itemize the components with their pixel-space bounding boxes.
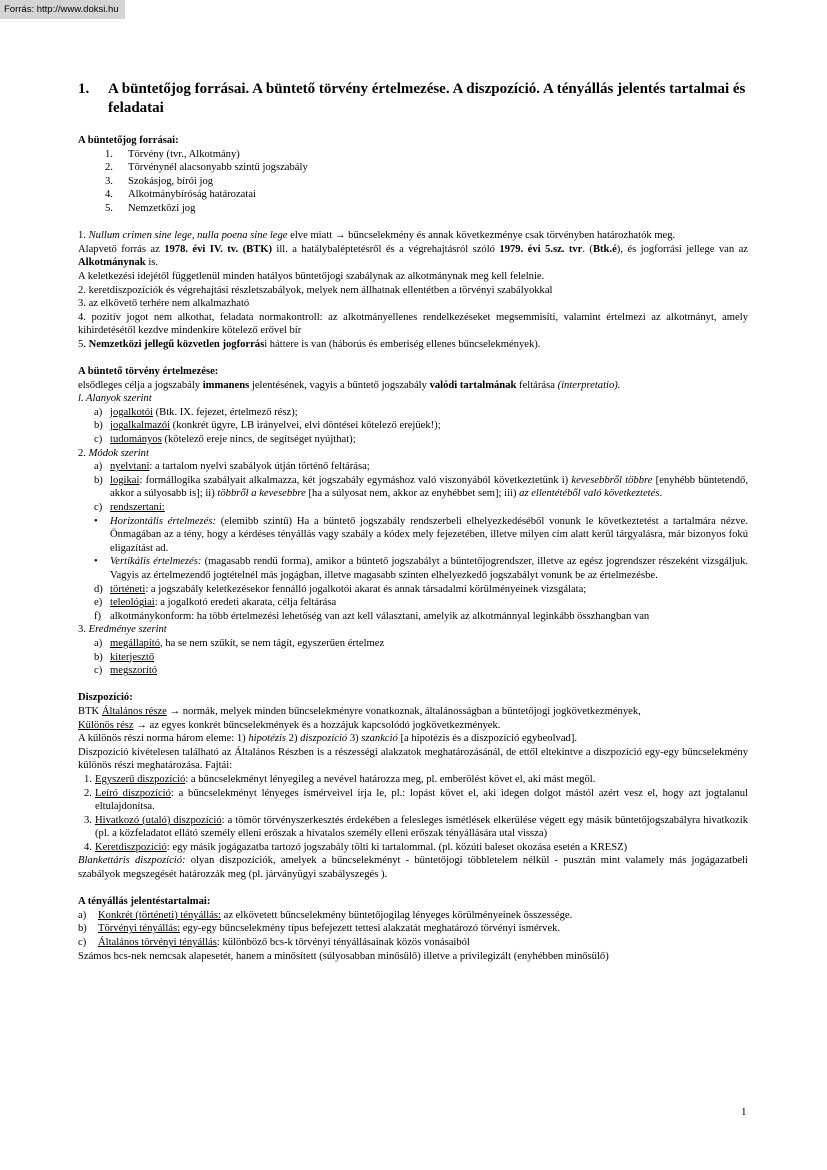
paragraph: A különös részi norma három eleme: 1) hipotézis 2) diszpozíció 3) szankció [a hipotézis és a diszpozíció egybeolvad]. [78,733,577,745]
list-item: 5. Nemzetközi jog [105,202,196,214]
paragraph: Alapvető forrás az 1978. évi IV. tv. (BTK) ill. a hatálybaléptetésről és a végrehajtásról szóló 1979. évi 5.sz. tvr. (Btk.é), és jogforrási jellege van az Alkotmánynak is. [78,243,748,269]
subheading: 2. Módok szerint [78,447,149,459]
list-item: b) Törvényi tényállás: egy-egy bűncselekmény típus befejezett tettesi alakzatát meghatározó törvényi ismérvek. [78,923,561,935]
paragraph: 2. keretdiszpozíciók és végrehajtási részletszabályok, melyek nem állhatnak ellentétben a törvényi szabályokkal [78,284,553,296]
paragraph: Különös rész → az egyes konkrét bűncselekmények és a hozzájuk kapcsolódó jogkövetkezmények. [78,719,501,731]
list-item: 3. Hivatkozó (utaló) diszpozíció: a tömör törvényszerkesztés érdekében a felesleges ismétlések elkerülése végett egy másik büntetőjogszabályra hivatkozik (pl. a közfeladatot ellátó személy elleni erőszak a hivatalos személy elleni erőszak tényállására utal vissza) [84,814,748,840]
paragraph: 5. Nemzetközi jellegű közvetlen jogforrási háttere is van (háborús és emberiség ellenes bűncselekmények). [78,338,541,350]
list-item: b) kiterjesztő [94,651,155,663]
paragraph: BTK Általános része → normák, melyek minden bűncselekményre vonatkoznak, általánosságban a büntetőjogi jogkövetkezmények, [78,705,641,717]
list-item: c) Általános törvényi tényállás: különböző bcs-k törvényi tényállásainak közös vonásaiból [78,937,470,949]
paragraph: Diszpozíció kivételesen található az Általános Részben is a részességi alakzatok meghatározásánál, de ettől eltekintve a diszpozíció egy-egy bűncselekmény különös részi meghatározása. Fajtái: [78,746,748,772]
paragraph: 4. pozitív jogot nem alkothat, feladata normakontroll: az alkotmányellenes rendelkezéseket megsemmisíti, valamint értelmezi az alkotmányt, amely kihirdetésétől kezdve mindenkire kötelező erővel bír [78,311,748,337]
list-item: c) megszorító [94,665,158,677]
title-number: 1. [78,81,90,97]
list-item: b) jogalkalmazói (konkrét ügyre, LB irányelvei, elvi döntései kötelező erejűek!); [94,420,441,432]
subheading: l. Alanyok szerint [78,393,152,405]
paragraph: 1. Nullum crimen sine lege, nulla poena sine lege elve miatt → bűncselekmény és annak következménye csak törvényben határozhatók meg. [78,230,676,242]
interpretation-heading: A büntető törvény értelmezése: [78,366,219,378]
disposition-heading: Diszpozíció: [78,692,133,704]
list-item: a) jogalkotói (Btk. IX. fejezet, értelmező rész); [94,406,298,418]
subheading: 3. Eredménye szerint [78,624,167,636]
paragraph: 3. az elkövető terhére nem alkalmazható [78,298,250,310]
list-item: 2. Leíró diszpozíció: a bűncselekményt lényeges ismérveivel írja le, pl.: lopást követ el, aki idegen dolgot mástól azért vesz el, hogy azt jogtalanul eltulajdonítsa. [84,787,748,813]
list-item: 3. Szokásjog, bírói jog [105,175,214,187]
paragraph: Blankettáris diszpozíció: olyan diszpozíciók, amelyek a bűncselekményt - büntetőjogi többletelem nélkül - pusztán mint valamely más jogágazatbeli szabályok megszegését határozzák meg (pl. járványügyi szabályszegés ). [78,855,748,881]
list-item: 1. Törvény (tvr., Alkotmány) [105,148,240,160]
source-label: Forrás: http://www.doksi.hu [0,0,125,19]
list-item: 1. Egyszerű diszpozíció: a bűncselekményt lényegileg a nevével határozza meg, pl. emberölést követ el, aki mást megöl. [84,773,596,785]
paragraph: Számos bcs-nek nemcsak alapesetét, hanem a minősített (súlyosabban minősülő) illetve a privilegizált (enyhébben minősülő) [78,950,609,962]
paragraph: A keletkezési idejétől függetlenül minden hatályos büntetőjogi szabálynak az alkotmánynak meg kell felelnie. [78,270,545,282]
facts-heading: A tényállás jelentéstartalmai: [78,896,211,908]
list-item: 2. Törvénynél alacsonyabb szintű jogszabály [105,162,308,174]
list-item: e) teleológiai: a jogalkotó eredeti akarata, célja feltárása [94,597,337,609]
list-item: c) rendszertani: [94,502,165,514]
page-title [78,80,748,118]
list-item: d) történeti: a jogszabály keletkezésekor fennálló jogalkotói akarat és annak társadalmi körülményeinek vizsgálata; [94,583,587,595]
list-item: 4. Alkotmánybíróság határozatai [105,189,256,201]
bullet-item: • Vertikális értelmezés: (magasabb rendű forma), amikor a büntető jogszabályt a büntetőjogrendszer, illetve az egész jogrendszer részeként vizsgáljuk. Vagyis az értelmezendő jogtételnél más jogágban, illetve magasabb szinten elhelyezkedő jogszabályt vonunk be az értelmezésbe. [94,556,749,581]
sources-heading: A büntetőjog forrásai: [78,135,179,146]
list-item: 4. Keretdiszpozíció: egy másik jogágazatba tartozó jogszabály tölti ki tartalommal. (pl. közúti baleset okozása esetén a KRESZ) [84,841,628,853]
list-item: b) logikai: formállogika szabályait alkalmazza, két jogszabály egymáshoz való viszonyából következtetünk i) kevesebbről többre [enyhébb büntetendő, akkor a súlyosabb is]; ii) többről a kevesebbre [ha a súlyosat nem, akkor az enyhébbet sem]; iii) az ellentétéből való következtetés. [94,474,748,500]
title-text: A büntetőjog forrásai. A büntető törvény értelmezése. A diszpozíció. A tényállás jelentés tartalmai és feladatai [108,81,746,116]
list-item: a) megállapító, ha se nem szűkít, se nem tágít, egyszerűen értelmez [94,637,385,649]
list-item: f) alkotmánykonform: ha több értelmezési lehetőség van azt kell választani, amelyik az alkotmánnyal leginkább összhangban van [94,610,650,622]
list-item: c) tudományos (kötelező ereje nincs, de segítséget nyújthat); [94,434,356,446]
document-page [78,80,748,963]
bullet-item: • Horizontális értelmezés: (elemibb szintű) Ha a büntető jogszabály rendszerbeli elhelyezkedéséből vonunk le következtetést a tartalmára nézve. Önmagában az a tény, hogy a kérdéses tényállás vagy szabály a kódex mely fejezetében, illetve milyen cím alatt kerül tárgyalásra, már bizonyos fokú eligazítást ad. [94,515,748,554]
list-item: a) Konkrét (történeti) tényállás: az elkövetett bűncselekmény büntetőjogilag lényeges körülményeinek összessége. [78,909,573,921]
sources-list [78,148,748,216]
list-item: a) nyelvtani: a tartalom nyelvi szabályok útján történő feltárása; [94,461,370,473]
paragraph: elsődleges célja a jogszabály immanens jelentésének, vagyis a büntető jogszabály valódi tartalmának feltárása (interpretatio). [78,379,621,391]
page-number: 1 [741,1106,747,1118]
